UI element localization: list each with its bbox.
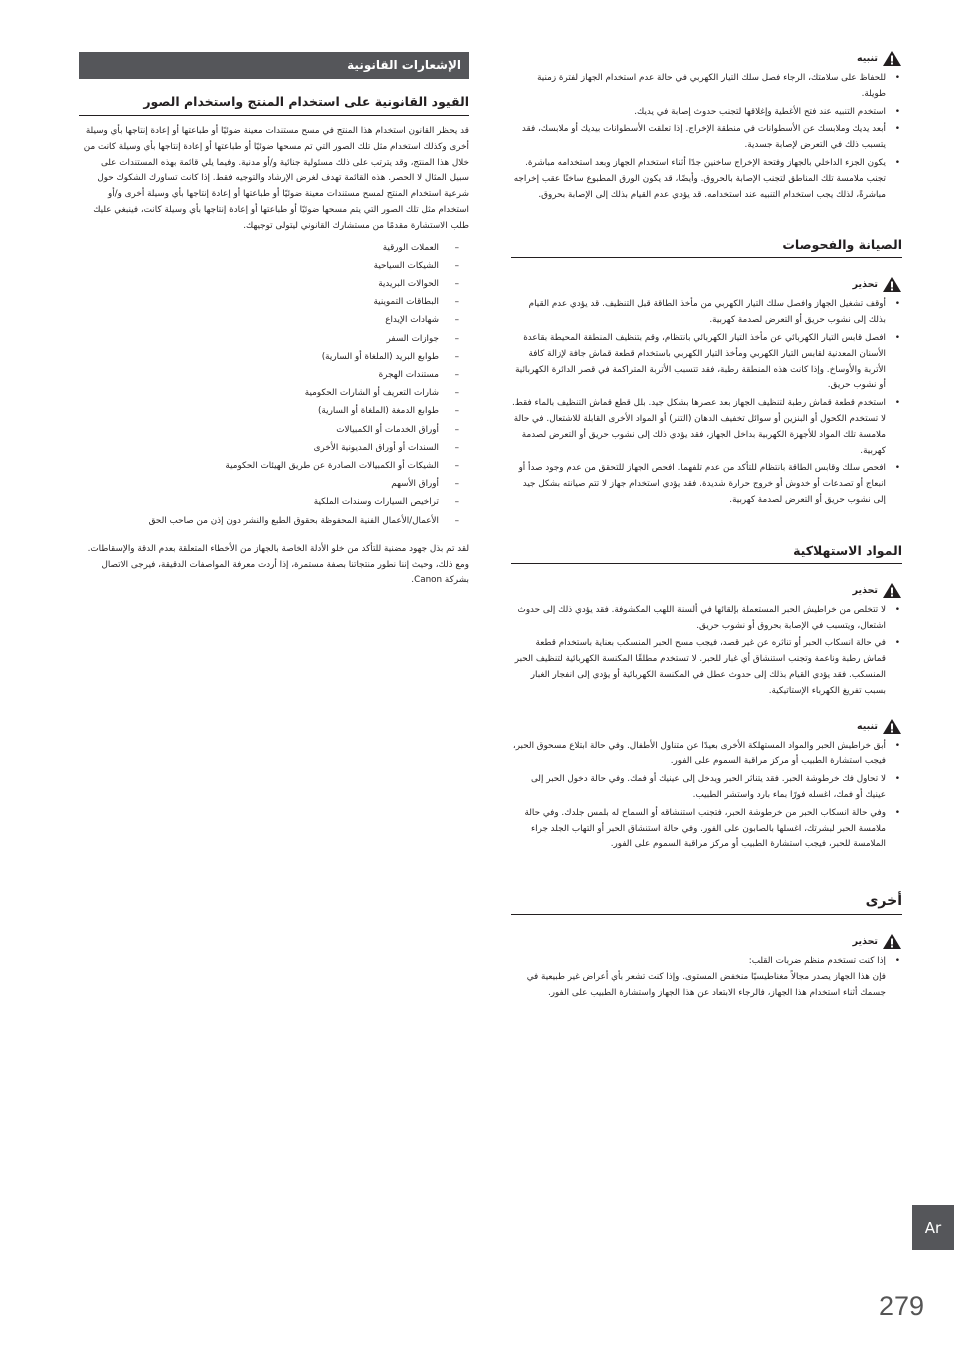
list-item: • يكون الجزء الداخلي بالجهاز وفتحة الإخراج ساخنين جدًا أثناء استخدام الجهاز وبعد استخدامه مباشرة. تجنب ملامسة تلك المناطق لتجنب الإصابة بالحروق. وأيضًا، قد يكون الورق المطبوع ساخنًا عقب إخراجه مباشرةً، لذلك يجب استخدام التنبيه عند استخدامه. قد يؤدي عدم القيام بذلك إلى الإصابة بحروق. xyxy=(511,156,886,203)
list-item: – الأعمال/الأعمال الفنية المحفوظة بحقوق الطبع والنشر دون إذن من صاحب الحق xyxy=(79,512,439,530)
page-number: 279 xyxy=(879,1291,925,1321)
warning-heading xyxy=(511,276,902,293)
warning-label: تحذير xyxy=(852,279,878,291)
warning-triangle-icon xyxy=(882,276,902,293)
caution-list xyxy=(511,739,902,854)
section-title: الصيانة والفحوصات xyxy=(511,237,902,258)
list-item: • أبق خراطيش الحبر والمواد المستهلكة الأخرى بعيدًا عن متناول الأطفال. وفي حالة ابتلاع مسحوق الحبر، فيجب استشارة الطبيب أو مركز مراقبة السموم على الفور. xyxy=(511,739,886,771)
warning-triangle-icon xyxy=(882,718,902,735)
list-item: – شارات التعريف أو الشارات الحكومية xyxy=(79,384,439,402)
safety-column xyxy=(511,50,902,1003)
others-section xyxy=(511,893,902,1001)
consumables-section xyxy=(511,543,902,853)
list-item: – الشيكات السياحية xyxy=(79,257,439,275)
warning-list xyxy=(511,297,902,508)
caution-label: تنبيه xyxy=(857,53,878,64)
warning-label: تحذير xyxy=(852,936,878,948)
caution-heading xyxy=(511,718,902,735)
top-caution-section xyxy=(511,50,902,203)
warning-list xyxy=(511,954,902,1001)
warning-heading xyxy=(511,582,902,599)
list-item: • لا تتخلص من خراطيش الحبر المستعملة بإلقائها في ألسنة اللهب المكشوفة. فقد يؤدي ذلك إلى حدوث اشتعال، ويتسبب في الإصابة بحروق أو نشوب حريق. xyxy=(511,603,886,635)
warning-triangle-icon xyxy=(882,933,902,950)
list-item: • إذا كنت تستخدم منظم ضربات القلب: فإن هذا الجهاز يصدر مجالاً مغناطيسيًا منخفض المستوى. وإذا كنت تشعر بأي أعراض غير طبيعية في جسمك أثناء استخدام هذا الجهاز، فالرجاء الابتعاد عن هذا الجهاز واستشارة الطبيب على الفور. xyxy=(511,954,886,1001)
legal-notices-banner: الإشعارات القانونية xyxy=(79,52,469,79)
legal-intro-paragraph: قد يحظر القانون استخدام هذا المنتج في مسح مستندات معينة ضوئيًا أو طباعتها أو إعادة إنتاجها بأي وسيلة أخرى وكذلك استخدام مثل تلك الصور التي تم مسحها ضوئيًا أو طباعتها أو إعادة إنتاجها بأي وسيلة كانت من خلال هذا المنتج، وقد يترتب على ذلك مسئولية جنائية و/أو مدنية. وفيما يلي قائمة بهذه المستندات على سبيل المثال لا الحصر. هذه القائمة تهدف لغرض الإرشاد والتوجيه فقط. إذا كانت تساورك الشكوك حول شرعية استخدام المنتج لمسح مستندات معينة ضوئيًا أو طباعتها أو إعادة إنتاجها بأي وسيلة أخرى و/أو استخدام مثل تلك الصور التي يتم مسحها ضوئيًا أو طباعتها أو إعادة إنتاجها بأي وسيلة كانت، فينبغي عليك طلب الاستشارة مقدمًا من مستشارك القانوني ليتولى توجيهك. xyxy=(83,126,469,231)
list-item: • وفي حالة انسكاب الحبر من خرطوشة الحبر، فتجنب استنشاقه أو السماح له بلمس جلدك. وفي حالة ملامسة الحبر لبشرتك، اغسلها بالصابون على الفور. وفي حالة استنشاق الحبر أو التهاب الجلد جراء الملامسة للحبر، فيجب استشارة الطبيب أو مركز مراقبة السموم على الفور. xyxy=(511,806,886,853)
list-item: – مستندات الهجرة xyxy=(79,366,439,384)
caution-label: تنبيه xyxy=(857,720,878,732)
warning-heading xyxy=(511,933,902,950)
list-item: • أوقف تشغيل الجهاز وافصل سلك التيار الكهربي من مأخذ الطاقة قبل التنظيف. قد يؤدي عدم القيام بذلك إلى نشوب حريق أو التعرض لصدمة كهربية. xyxy=(511,297,886,329)
list-item: – الشيكات أو الكمبيالات الصادرة عن طريق الهيئات الحكومية xyxy=(79,457,439,475)
restricted-documents-list xyxy=(79,239,469,530)
list-item: • في حالة انسكاب الحبر أو تناثره عن غير قصد، فيجب مسح الحبر المنسكب بعناية باستخدام قطعة قماش رطبة وناعمة وتجنب استنشاق أي غبار للحبر. لا تستخدم مطلقًا المكنسة الكهربائية لتنظيف الحبر المنسكب. فقد يؤدي القيام بذلك إلى حدوث عطل في المكنسة الكهربائية أو يؤدي إلى انفجار الغبار بسبب تفريغ الكهرباء الإستاتيكية. xyxy=(511,636,886,699)
list-item: • لا تحاول فك خرطوشة الحبر. فقد يتناثر الحبر ويدخل إلى عينيك أو فمك. وفي حالة دخول الحبر إلى عينيك أو فمك، اغسله فورًا بماء بارد واستشر الطبيب. xyxy=(511,772,886,804)
warning-triangle-icon xyxy=(882,50,902,67)
warning-triangle-icon xyxy=(882,582,902,599)
caution-list xyxy=(511,71,902,203)
list-item: – الحوالات البريدية xyxy=(79,275,439,293)
warning-list xyxy=(511,603,902,700)
list-item: – شهادات الإيداع xyxy=(79,311,439,329)
list-item: – البطاقات التموينية xyxy=(79,293,439,311)
list-item: – أوراق الخدمات أو الكمبيالات xyxy=(79,421,439,439)
list-item: • أبعد يديك وملابسك عن الأسطوانات في منطقة الإخراج. إذا تعلقت الأسطوانات بيديك أو ملابسك، فقد يتسبب ذلك في التعرض لإصابة جسدية. xyxy=(511,122,886,154)
section-title: المواد الاستهلاكية xyxy=(511,543,902,564)
list-item: • للحفاظ على سلامتك، الرجاء فصل سلك التيار الكهربي في حالة عدم استخدام الجهاز لفترة زمنية طويلة. xyxy=(511,71,886,103)
list-item: • استخدم التنبيه عند فتح الأغطية وإغلاقها لتجنب حدوث إصابة في يديك. xyxy=(511,105,886,121)
list-item: – تراخيص السيارات وسندات الملكية xyxy=(79,493,439,511)
closing-paragraph: لقد تم بذل جهود مضنية للتأكد من خلو الأدلة الخاصة بالجهاز من الأخطاء المتعلقة بعدم الدقة والإسقاطات. ومع ذلك، وحيث إننا نطور منتجاتنا بصفة مستمرة، إذا أردت معرفة المواصفات الدقيقة، فيرجى الاتصال بشركة Canon. xyxy=(87,543,469,586)
warning-label: تحذير xyxy=(852,584,878,596)
list-item: – العملات الورقية xyxy=(79,239,439,257)
list-item: – أوراق الأسهم xyxy=(79,475,439,493)
legal-heading: القيود القانونية على استخدام المنتج واستخدام الصور xyxy=(79,94,469,116)
list-item: • استخدم قطعة قماش رطبة لتنظيف الجهاز بعد عصرها بشكل جيد. بلل قطع قماش التنظيف بالماء فقط. لا تستخدم الكحول أو البنزين أو سوائل تخفيف الدهان (التنر) أو المواد الأخرى القابلة للاشتعال. في حالة ملامسة تلك المواد للأجهزة الكهربية بداخل الجهاز، فقد يؤدي ذلك إلى نشوب حريق أو التعرض لصدمة كهربية. xyxy=(511,396,886,459)
list-item: • افصل قابس التيار الكهربائي عن مأخذ التيار الكهربائي بانتظام، وقم بتنظيف المنطقة المحيطة بقاعدة الأسنان المعدنية لقابس التيار الكهربي ومأخذ التيار الكهربي باستخدام قطعة قماش جافة لإزالة كافة الأتربة والأوساخ. وإذا كانت هذه المنطقة رطبة، فقد تتسبب الأتربة المتراكمة في قصر الدائرة الكهربائية أو نشوب حريق. xyxy=(511,331,886,394)
list-item: • افحص سلك وقابس الطاقة بانتظام للتأكد من عدم تلفهما. افحص الجهاز للتحقق من عدم وجود صدأ أو انبعاج أو تصدعات أو خدوش أو خروج حرارة شديدة. فقد يؤدي استخدام جهاز لا تتم صيانته بشكل جيد إلى نشوب حريق أو التعرض لصدمة كهربية. xyxy=(511,461,886,508)
list-item: – طوابع البريد (الملغاة أو السارية) xyxy=(79,348,439,366)
maintenance-section xyxy=(511,237,902,508)
list-item: – طوابع الدمغة (الملغاة أو السارية) xyxy=(79,402,439,420)
caution-heading xyxy=(511,50,902,67)
list-item: – جوازات السفر xyxy=(79,330,439,348)
language-tab: Ar xyxy=(912,1205,954,1250)
section-title: أخرى xyxy=(511,893,902,915)
legal-column xyxy=(79,52,469,589)
list-item: – السندات أو أوراق المديونية الأخرى xyxy=(79,439,439,457)
